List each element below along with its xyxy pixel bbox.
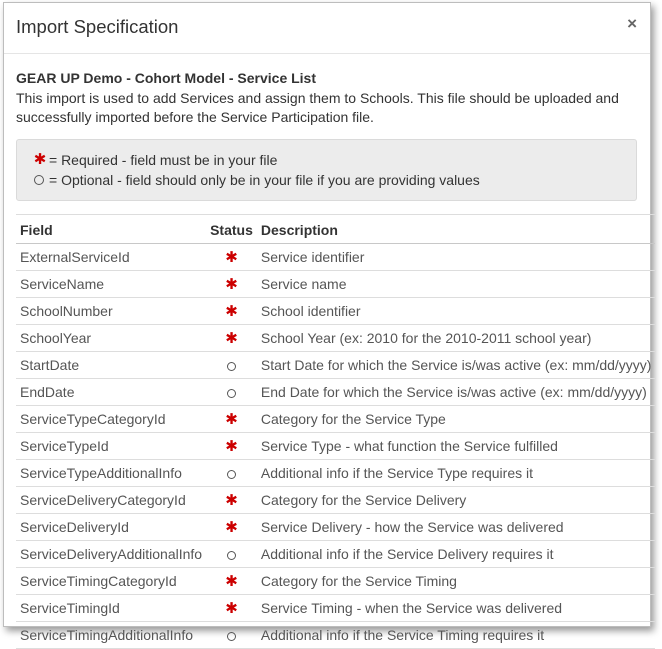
- field-status: [206, 244, 257, 271]
- asterisk-icon: ✱: [225, 276, 238, 293]
- field-status: [206, 514, 257, 541]
- table-row: [16, 352, 655, 379]
- spec-table: [16, 214, 655, 649]
- field-name: ServiceTypeId: [16, 433, 206, 460]
- legend-box: [16, 139, 637, 201]
- column-header-description: Description: [257, 215, 656, 244]
- field-description: Service name: [257, 271, 656, 298]
- field-status: [206, 541, 257, 568]
- import-specification-modal: [3, 2, 652, 643]
- field-status: [206, 460, 257, 487]
- spec-title: GEAR UP Demo - Cohort Model - Service List: [16, 70, 317, 86]
- field-description: School Year (ex: 2010 for the 2010-2011 school year): [257, 325, 656, 352]
- field-name: SchoolNumber: [16, 298, 206, 325]
- field-status: [206, 595, 257, 622]
- legend-optional-text: = Optional - field should only be in your file if you are providing values: [49, 172, 480, 188]
- field-description: Category for the Service Timing: [257, 568, 656, 595]
- table-row: [16, 271, 655, 298]
- field-status: [206, 568, 257, 595]
- table-header-row: [16, 215, 655, 244]
- field-status: [206, 487, 257, 514]
- field-status: [206, 433, 257, 460]
- table-row: [16, 487, 655, 514]
- table-row: [16, 406, 655, 433]
- field-description: Start Date for which the Service is/was active (ex: mm/dd/yyyy): [257, 352, 656, 379]
- modal-title: Import Specification: [16, 16, 179, 37]
- asterisk-icon: ✱: [225, 600, 238, 617]
- table-body: [16, 244, 655, 649]
- table-row: [16, 622, 655, 649]
- field-description: School identifier: [257, 298, 656, 325]
- field-name: ServiceTimingAdditionalInfo: [16, 622, 206, 649]
- field-status: [206, 298, 257, 325]
- legend-optional: [33, 170, 620, 190]
- legend-required-text: = Required - field must be in your file: [49, 152, 278, 168]
- asterisk-icon: ✱: [33, 151, 47, 168]
- field-status: [206, 271, 257, 298]
- field-description: Additional info if the Service Timing requires it: [257, 622, 656, 649]
- spec-description: This import is used to add Services and assign them to Schools. This file should be uploaded and successfully imported before the Service Participation file.: [16, 90, 619, 125]
- field-status: [206, 379, 257, 406]
- table-row: [16, 325, 655, 352]
- field-name: ServiceTypeCategoryId: [16, 406, 206, 433]
- modal-header: [4, 3, 650, 54]
- circle-outline-icon: [227, 362, 236, 371]
- table-row: [16, 433, 655, 460]
- field-status: [206, 406, 257, 433]
- circle-outline-icon: [227, 632, 236, 641]
- asterisk-icon: ✱: [225, 573, 238, 590]
- field-description: Service identifier: [257, 244, 656, 271]
- table-row: [16, 298, 655, 325]
- field-description: Category for the Service Type: [257, 406, 656, 433]
- field-description: End Date for which the Service is/was active (ex: mm/dd/yyyy): [257, 379, 656, 406]
- field-status: [206, 325, 257, 352]
- modal-body: [4, 54, 650, 649]
- table-row: [16, 541, 655, 568]
- field-name: ServiceDeliveryId: [16, 514, 206, 541]
- field-description: Additional info if the Service Delivery requires it: [257, 541, 656, 568]
- table-row: [16, 595, 655, 622]
- field-description: Service Timing - when the Service was delivered: [257, 595, 656, 622]
- circle-outline-icon: [227, 470, 236, 479]
- field-name: ServiceTimingCategoryId: [16, 568, 206, 595]
- field-description: Category for the Service Delivery: [257, 487, 656, 514]
- asterisk-icon: ✱: [225, 249, 238, 266]
- circle-outline-icon: [227, 389, 236, 398]
- field-name: ServiceName: [16, 271, 206, 298]
- asterisk-icon: ✱: [225, 411, 238, 428]
- table-row: [16, 460, 655, 487]
- field-description: Service Delivery - how the Service was delivered: [257, 514, 656, 541]
- table-row: [16, 514, 655, 541]
- field-name: ServiceDeliveryAdditionalInfo: [16, 541, 206, 568]
- circle-outline-icon: [227, 551, 236, 560]
- asterisk-icon: ✱: [225, 492, 238, 509]
- field-status: [206, 622, 257, 649]
- asterisk-icon: ✱: [225, 438, 238, 455]
- field-name: ServiceDeliveryCategoryId: [16, 487, 206, 514]
- field-name: ServiceTypeAdditionalInfo: [16, 460, 206, 487]
- field-name: SchoolYear: [16, 325, 206, 352]
- field-name: StartDate: [16, 352, 206, 379]
- field-name: ServiceTimingId: [16, 595, 206, 622]
- column-header-status: Status: [206, 215, 257, 244]
- legend-required: [33, 150, 620, 170]
- field-description: Service Type - what function the Service fulfilled: [257, 433, 656, 460]
- field-description: Additional info if the Service Type requires it: [257, 460, 656, 487]
- asterisk-icon: ✱: [225, 330, 238, 347]
- field-name: EndDate: [16, 379, 206, 406]
- field-status: [206, 352, 257, 379]
- column-header-field: Field: [16, 215, 206, 244]
- close-icon[interactable]: ×: [627, 14, 637, 33]
- asterisk-icon: ✱: [225, 303, 238, 320]
- circle-outline-icon: [34, 175, 44, 185]
- field-name: ExternalServiceId: [16, 244, 206, 271]
- table-row: [16, 379, 655, 406]
- table-row: [16, 568, 655, 595]
- asterisk-icon: ✱: [225, 519, 238, 536]
- table-row: [16, 244, 655, 271]
